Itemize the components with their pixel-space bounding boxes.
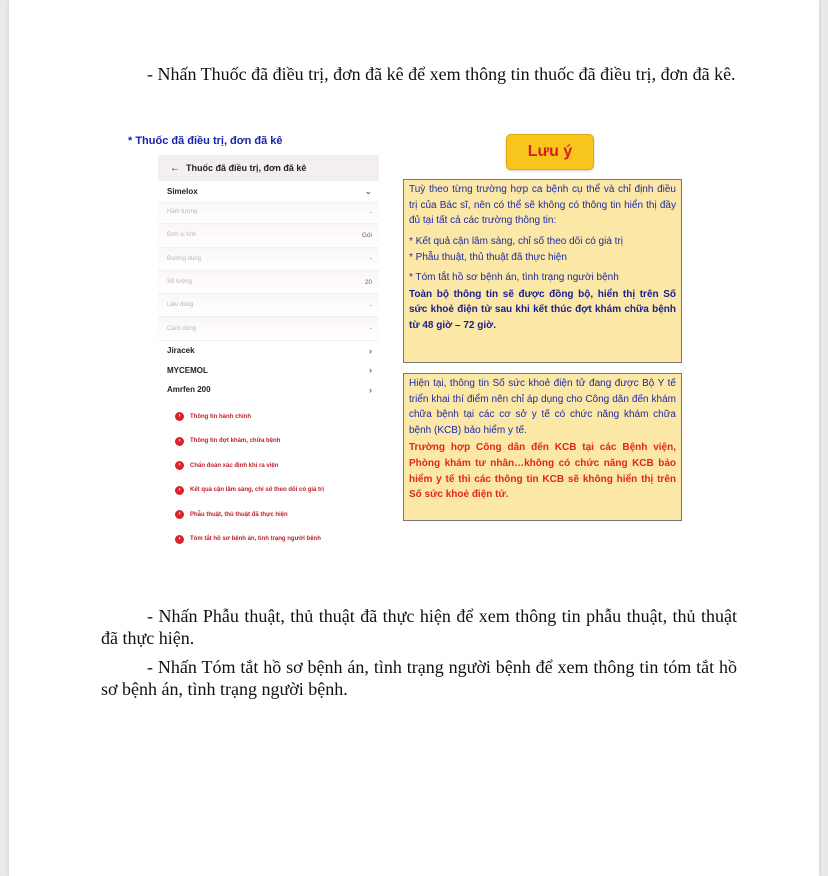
field-label: Số lượng <box>167 279 192 286</box>
field-row <box>158 271 379 294</box>
drug-row[interactable] <box>158 380 379 400</box>
app-header-title: Thuốc đã điều trị, đơn đã kê <box>186 163 307 173</box>
chevron-right-icon: › <box>369 365 372 376</box>
section-item[interactable] <box>158 478 379 503</box>
field-value: - <box>369 208 372 216</box>
note-badge: Lưu ý <box>506 134 594 170</box>
note-bullet: * Phẫu thuật, thủ thuật đã thực hiện <box>409 252 567 264</box>
drug-name: Jiracek <box>167 346 195 356</box>
section-label: Thông tin hành chính <box>190 413 251 420</box>
drug-name: MYCEMOL <box>167 365 208 375</box>
note-warning: Trường hợp Công dân đến KCB tại các Bệnh viện, Phòng khám tư nhân…không có chức năng KCB bảo hiểm y tế thì các thông tin KCB sẽ không hiển thị trên Số sức khoẻ điện tử. <box>409 442 676 501</box>
screenshot-caption: * Thuốc đã điều trị, đơn đã kê <box>128 135 283 147</box>
field-row <box>158 201 379 224</box>
field-label: Cách dùng <box>167 325 197 332</box>
field-value: - <box>369 325 372 333</box>
section-label: Thông tin đợt khám, chữa bệnh <box>190 438 281 445</box>
field-label: Đường dùng <box>167 255 201 262</box>
field-row <box>158 317 379 340</box>
field-value: - <box>369 301 372 309</box>
section-label: Chẩn đoán xác định khi ra viện <box>190 462 279 469</box>
note-sync-info: Toàn bộ thông tin sẽ được đồng bộ, hiển thị trên Số sức khoẻ điện tử sau khi kết thúc đợt khám chữa bệnh từ 48 giờ – 72 giờ. <box>409 288 676 331</box>
note-intro: Tuỳ theo từng trường hợp ca bệnh cụ thể và chỉ định điều trị của Bác sĩ, nên có thể sẽ không có thông tin hiển thị đầy đủ tại tất cả các trường thông tin: <box>409 184 676 227</box>
field-row <box>158 248 379 271</box>
field-label: Liều dùng <box>167 302 194 309</box>
chevron-right-icon: › <box>369 345 372 356</box>
arrow-circle-icon: › <box>175 437 184 446</box>
section-label: Phẫu thuật, thủ thuật đã thực hiện <box>190 511 288 518</box>
note-box-info <box>403 179 682 363</box>
section-label: Tóm tắt hồ sơ bệnh án, tình trạng người bệnh <box>190 536 321 543</box>
document-page <box>9 0 819 876</box>
field-row <box>158 294 379 317</box>
arrow-circle-icon: › <box>175 412 184 421</box>
chevron-down-icon: ⌄ <box>364 185 372 196</box>
arrow-circle-icon: › <box>175 535 184 544</box>
arrow-circle-icon: › <box>175 486 184 495</box>
note-pilot-info: Hiện tại, thông tin Số sức khoẻ điện tử đang được Bộ Y tế triển khai thí điểm nên chỉ áp dụng cho Công dân đến khám chữa bệnh tại các cơ sở y tế có chức năng khám chữa bệnh (KCB) bảo hiểm y tế. <box>409 378 676 436</box>
field-value: - <box>369 255 372 263</box>
field-value: 20 <box>364 278 372 286</box>
field-label: Đơn vị tính <box>167 232 197 239</box>
field-row <box>158 224 379 247</box>
section-list <box>158 404 379 551</box>
section-item[interactable] <box>158 453 379 478</box>
app-screenshot <box>158 155 379 550</box>
field-value: Gói <box>361 231 372 239</box>
section-label: Kết quả cận lâm sàng, chỉ số theo dõi có giá trị <box>190 487 325 494</box>
section-item[interactable] <box>158 429 379 454</box>
field-label: Hàm lượng <box>167 209 198 216</box>
drug-name: Simelox <box>167 186 198 196</box>
section-item[interactable] <box>158 527 379 552</box>
back-arrow-icon[interactable]: ← <box>170 162 180 174</box>
chevron-right-icon: › <box>369 384 372 395</box>
arrow-circle-icon: › <box>175 510 184 519</box>
paragraph-surgery: - Nhấn Phẫu thuật, thủ thuật đã thực hiện để xem thông tin phẫu thuật, thủ thuật đã thực hiện. <box>101 606 737 648</box>
note-box-warning <box>403 373 682 521</box>
note-bullet: * Tóm tắt hồ sơ bệnh án, tình trạng người bệnh <box>409 271 619 283</box>
app-header <box>158 155 379 181</box>
section-item[interactable] <box>158 502 379 527</box>
drug-name: Amrfen 200 <box>167 385 211 395</box>
drug-row-expanded[interactable] <box>158 181 379 201</box>
paragraph-summary: - Nhấn Tóm tắt hồ sơ bệnh án, tình trạng người bệnh để xem thông tin tóm tắt hồ sơ bệnh án, tình trạng người bệnh. <box>101 657 737 699</box>
paragraph-medicine: - Nhấn Thuốc đã điều trị, đơn đã kê để xem thông tin thuốc đã điều trị, đơn đã kê. <box>147 64 736 84</box>
drug-row[interactable] <box>158 341 379 361</box>
section-item[interactable] <box>158 404 379 429</box>
drug-row[interactable] <box>158 360 379 380</box>
arrow-circle-icon: › <box>175 461 184 470</box>
note-bullet: * Kết quả cận lâm sàng, chỉ số theo dõi có giá trị <box>409 235 624 247</box>
